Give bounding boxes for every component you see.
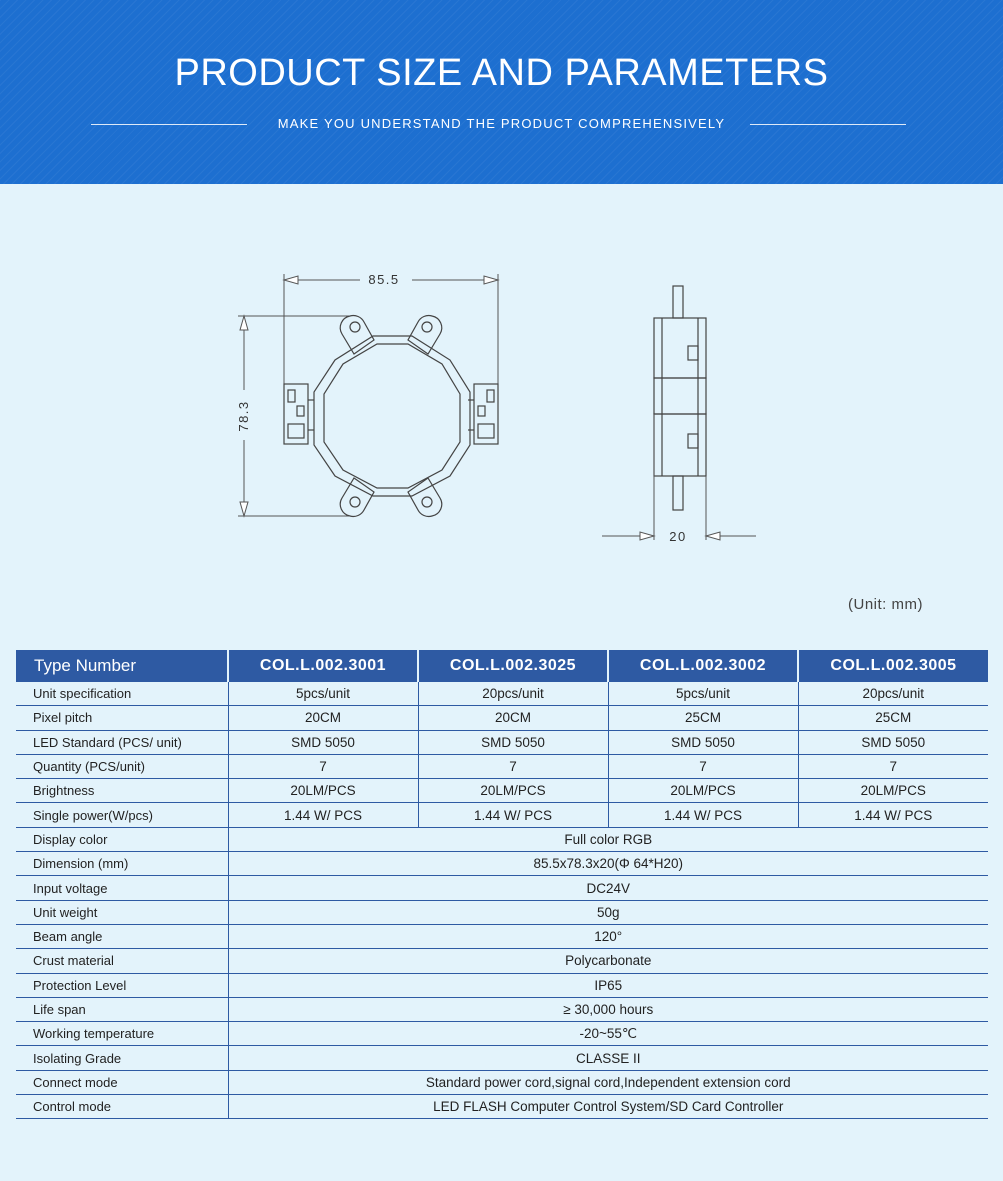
model-header: COL.L.002.3001 (228, 650, 418, 682)
height-dimension-label: 78.3 (236, 400, 251, 432)
cell-value: 1.44 W/ PCS (608, 803, 798, 827)
row-label: Unit weight (16, 900, 228, 924)
table-body (16, 682, 988, 1119)
cell-value: 1.44 W/ PCS (228, 803, 418, 827)
page-subtitle: MAKE YOU UNDERSTAND THE PRODUCT COMPREHENSIVELY (277, 116, 726, 131)
row-label: Pixel pitch (16, 706, 228, 730)
front-view (284, 316, 498, 517)
table-row (16, 852, 988, 876)
cell-value: 20CM (228, 706, 418, 730)
shared-cell-value: IP65 (228, 973, 988, 997)
header-banner (0, 0, 1003, 184)
cell-value: 25CM (798, 706, 988, 730)
cell-value: 20LM/PCS (228, 779, 418, 803)
table-row (16, 803, 988, 827)
table-row (16, 997, 988, 1021)
row-label: Brightness (16, 779, 228, 803)
row-label: Single power(W/pcs) (16, 803, 228, 827)
row-label: Life span (16, 997, 228, 1021)
shared-cell-value: Full color RGB (228, 827, 988, 851)
cell-value: 7 (798, 754, 988, 778)
shared-cell-value: -20~55℃ (228, 1022, 988, 1046)
table-row (16, 876, 988, 900)
row-label: LED Standard (PCS/ unit) (16, 730, 228, 754)
table-row (16, 779, 988, 803)
table-row (16, 1095, 988, 1119)
shared-cell-value: Polycarbonate (228, 949, 988, 973)
table-row (16, 827, 988, 851)
cell-value: 7 (418, 754, 608, 778)
shared-cell-value: 85.5x78.3x20(Φ 64*H20) (228, 852, 988, 876)
table-row (16, 900, 988, 924)
shared-cell-value: LED FLASH Computer Control System/SD Card Controller (228, 1095, 988, 1119)
table-row (16, 924, 988, 948)
table-row (16, 1046, 988, 1070)
table-row (16, 706, 988, 730)
cell-value: SMD 5050 (228, 730, 418, 754)
table-row (16, 730, 988, 754)
row-label: Crust material (16, 949, 228, 973)
row-label: Unit specification (16, 682, 228, 706)
shared-cell-value: 50g (228, 900, 988, 924)
table-row (16, 1022, 988, 1046)
cell-value: SMD 5050 (608, 730, 798, 754)
row-label: Protection Level (16, 973, 228, 997)
cell-value: 7 (228, 754, 418, 778)
row-label: Connect mode (16, 1070, 228, 1094)
model-header: COL.L.002.3025 (418, 650, 608, 682)
cell-value: 20LM/PCS (608, 779, 798, 803)
model-header: COL.L.002.3005 (798, 650, 988, 682)
cell-value: 5pcs/unit (608, 682, 798, 706)
cell-value: 20CM (418, 706, 608, 730)
table-row (16, 973, 988, 997)
row-label: Working temperature (16, 1022, 228, 1046)
table-row (16, 949, 988, 973)
type-number-header: Type Number (16, 650, 228, 682)
shared-cell-value: 120° (228, 924, 988, 948)
cell-value: 20pcs/unit (418, 682, 608, 706)
table-row (16, 754, 988, 778)
cell-value: 1.44 W/ PCS (798, 803, 988, 827)
cell-value: SMD 5050 (798, 730, 988, 754)
table-header-row (16, 650, 988, 682)
cell-value: 1.44 W/ PCS (418, 803, 608, 827)
width-dimension-label: 85.5 (368, 272, 400, 287)
unit-note: (Unit: mm) (848, 596, 923, 613)
cell-value: 20pcs/unit (798, 682, 988, 706)
cell-value: 25CM (608, 706, 798, 730)
table-row (16, 682, 988, 706)
shared-cell-value: CLASSE II (228, 1046, 988, 1070)
shared-cell-value: ≥ 30,000 hours (228, 997, 988, 1021)
cell-value: 5pcs/unit (228, 682, 418, 706)
page-title: PRODUCT SIZE AND PARAMETERS (174, 52, 829, 94)
specification-table (16, 650, 988, 1119)
row-label: Control mode (16, 1095, 228, 1119)
table-row (16, 1070, 988, 1094)
product-dimension-drawing (0, 184, 1003, 624)
row-label: Beam angle (16, 924, 228, 948)
cell-value: 7 (608, 754, 798, 778)
row-label: Dimension (mm) (16, 852, 228, 876)
model-header: COL.L.002.3002 (608, 650, 798, 682)
cell-value: 20LM/PCS (798, 779, 988, 803)
shared-cell-value: DC24V (228, 876, 988, 900)
cell-value: 20LM/PCS (418, 779, 608, 803)
row-label: Quantity (PCS/unit) (16, 754, 228, 778)
row-label: Isolating Grade (16, 1046, 228, 1070)
row-label: Input voltage (16, 876, 228, 900)
row-label: Display color (16, 827, 228, 851)
side-view (654, 286, 706, 540)
cell-value: SMD 5050 (418, 730, 608, 754)
shared-cell-value: Standard power cord,signal cord,Independent extension cord (228, 1070, 988, 1094)
depth-dimension-label: 20 (669, 529, 687, 544)
subtitle-divider-right (750, 124, 906, 125)
